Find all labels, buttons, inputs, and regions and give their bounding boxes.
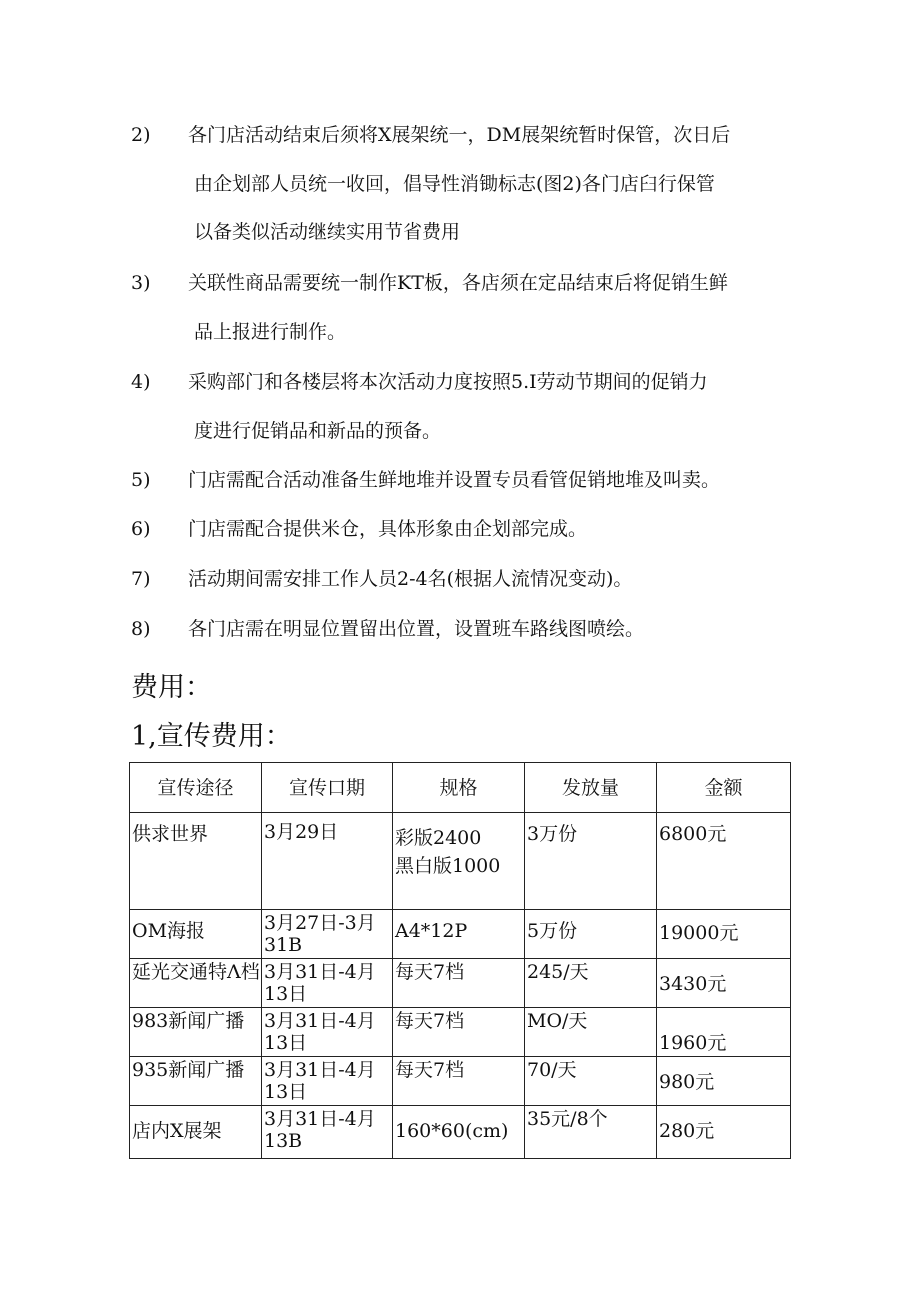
cell-spec [393, 813, 524, 877]
header-amount: 金额 [657, 763, 791, 813]
promo-fees-table [129, 762, 791, 1159]
list-item [0, 271, 920, 343]
table-row [130, 813, 791, 910]
spec-line: 彩版2400 [395, 827, 482, 849]
list-item [0, 517, 920, 541]
cell-quantity: 70/天 [527, 1059, 577, 1081]
cell-spec: 每天7档 [395, 961, 465, 983]
item-text-line: 以备类似活动继续实用节省费用 [194, 221, 461, 243]
cell-date: 3月29日 [264, 821, 339, 843]
header-date: 宣传口期 [262, 763, 393, 813]
cell-quantity: 3万份 [527, 823, 578, 845]
table-header-row [130, 763, 791, 813]
table-row [130, 1057, 791, 1106]
cell-channel: OM海报 [132, 920, 206, 942]
cell-spec: 160*60(cm) [395, 1120, 509, 1142]
cell-amount: 980元 [659, 1071, 715, 1093]
cell-date: 3月31日-4月13日 [264, 1010, 376, 1054]
cell-channel: 延光交通特Λ档 [132, 961, 260, 983]
item-text-line: 度进行促销品和新品的预备。 [194, 420, 442, 442]
cell-channel: 935新闻广播 [132, 1059, 245, 1081]
cell-quantity: 5万份 [527, 920, 578, 942]
item-text-line: 门店需配合活动准备生鲜地堆并设置专员看管促销地堆及叫卖。 [188, 469, 721, 491]
promo-fees-heading: 1,宣传费用： [131, 721, 292, 752]
cell-date: 3月27日-3月31B [264, 912, 376, 956]
header-quantity: 发放量 [525, 763, 657, 813]
cell-channel: 供求世界 [132, 823, 209, 845]
item-number: 5) [131, 469, 151, 491]
cell-channel: 店内X展架 [132, 1120, 222, 1142]
item-text-line: 采购部门和各楼层将本次活动力度按照5.I劳动节期间的促销力 [188, 371, 708, 393]
header-channel: 宣传途径 [130, 763, 262, 813]
table-row [130, 1008, 791, 1057]
cell-quantity: 35元/8个 [527, 1108, 608, 1130]
cell-amount: 3430元 [659, 973, 727, 995]
cell-spec: 每天7档 [395, 1010, 465, 1032]
cell-date: 3月31日-4月13B [264, 1108, 376, 1152]
cell-channel: 983新闻广播 [132, 1010, 245, 1032]
item-text-line: 关联性商品需要统一制作KT板，各店须在定品结束后将促销生鲜 [188, 272, 728, 294]
list-item [0, 468, 920, 492]
list-item [0, 370, 920, 442]
item-text-line: 门店需配合提供米仓，具体形象由企划部完成。 [188, 518, 588, 540]
cell-date: 3月31日-4月13日 [264, 961, 376, 1005]
cell-amount: 19000元 [659, 922, 739, 944]
item-number: 8) [131, 618, 151, 640]
item-number: 6) [131, 518, 151, 540]
item-text-line: 各门店需在明显位置留出位置，设置班车路线图喷绘。 [188, 618, 645, 640]
list-item [0, 123, 920, 243]
header-spec: 规格 [393, 763, 525, 813]
item-text-line: 各门店活动结束后须将X展架统一，DM展架统暂时保管，次日后 [188, 124, 731, 146]
item-text-line: 由企划部人员统一收回，倡导性消锄标志(图2)各门店臼行保管 [194, 173, 715, 195]
cell-spec: A4*12P [395, 920, 468, 942]
cell-date: 3月31日-4月13日 [264, 1059, 376, 1103]
cell-amount: 280元 [659, 1120, 715, 1142]
list-item [0, 617, 920, 641]
cell-spec: 每天7档 [395, 1059, 465, 1081]
cell-amount: 1960元 [659, 1032, 727, 1054]
cell-amount: 6800元 [659, 823, 727, 845]
item-text-line: 品上报进行制作。 [194, 321, 347, 343]
spec-line: 黑白版1000 [395, 855, 501, 877]
table-row [130, 959, 791, 1008]
fees-heading: 费用： [131, 672, 212, 703]
cell-quantity: 245/天 [527, 961, 589, 983]
table-row [130, 910, 791, 959]
item-number: 3) [131, 272, 151, 294]
table-row [130, 1106, 791, 1159]
list-item [0, 567, 920, 591]
item-number: 7) [131, 568, 151, 590]
item-number: 2) [131, 124, 151, 146]
cell-quantity: MO/天 [527, 1010, 588, 1032]
item-number: 4) [131, 371, 151, 393]
item-text-line: 活动期间需安排工作人员2-4名(根据人流情况变动)。 [188, 568, 633, 590]
